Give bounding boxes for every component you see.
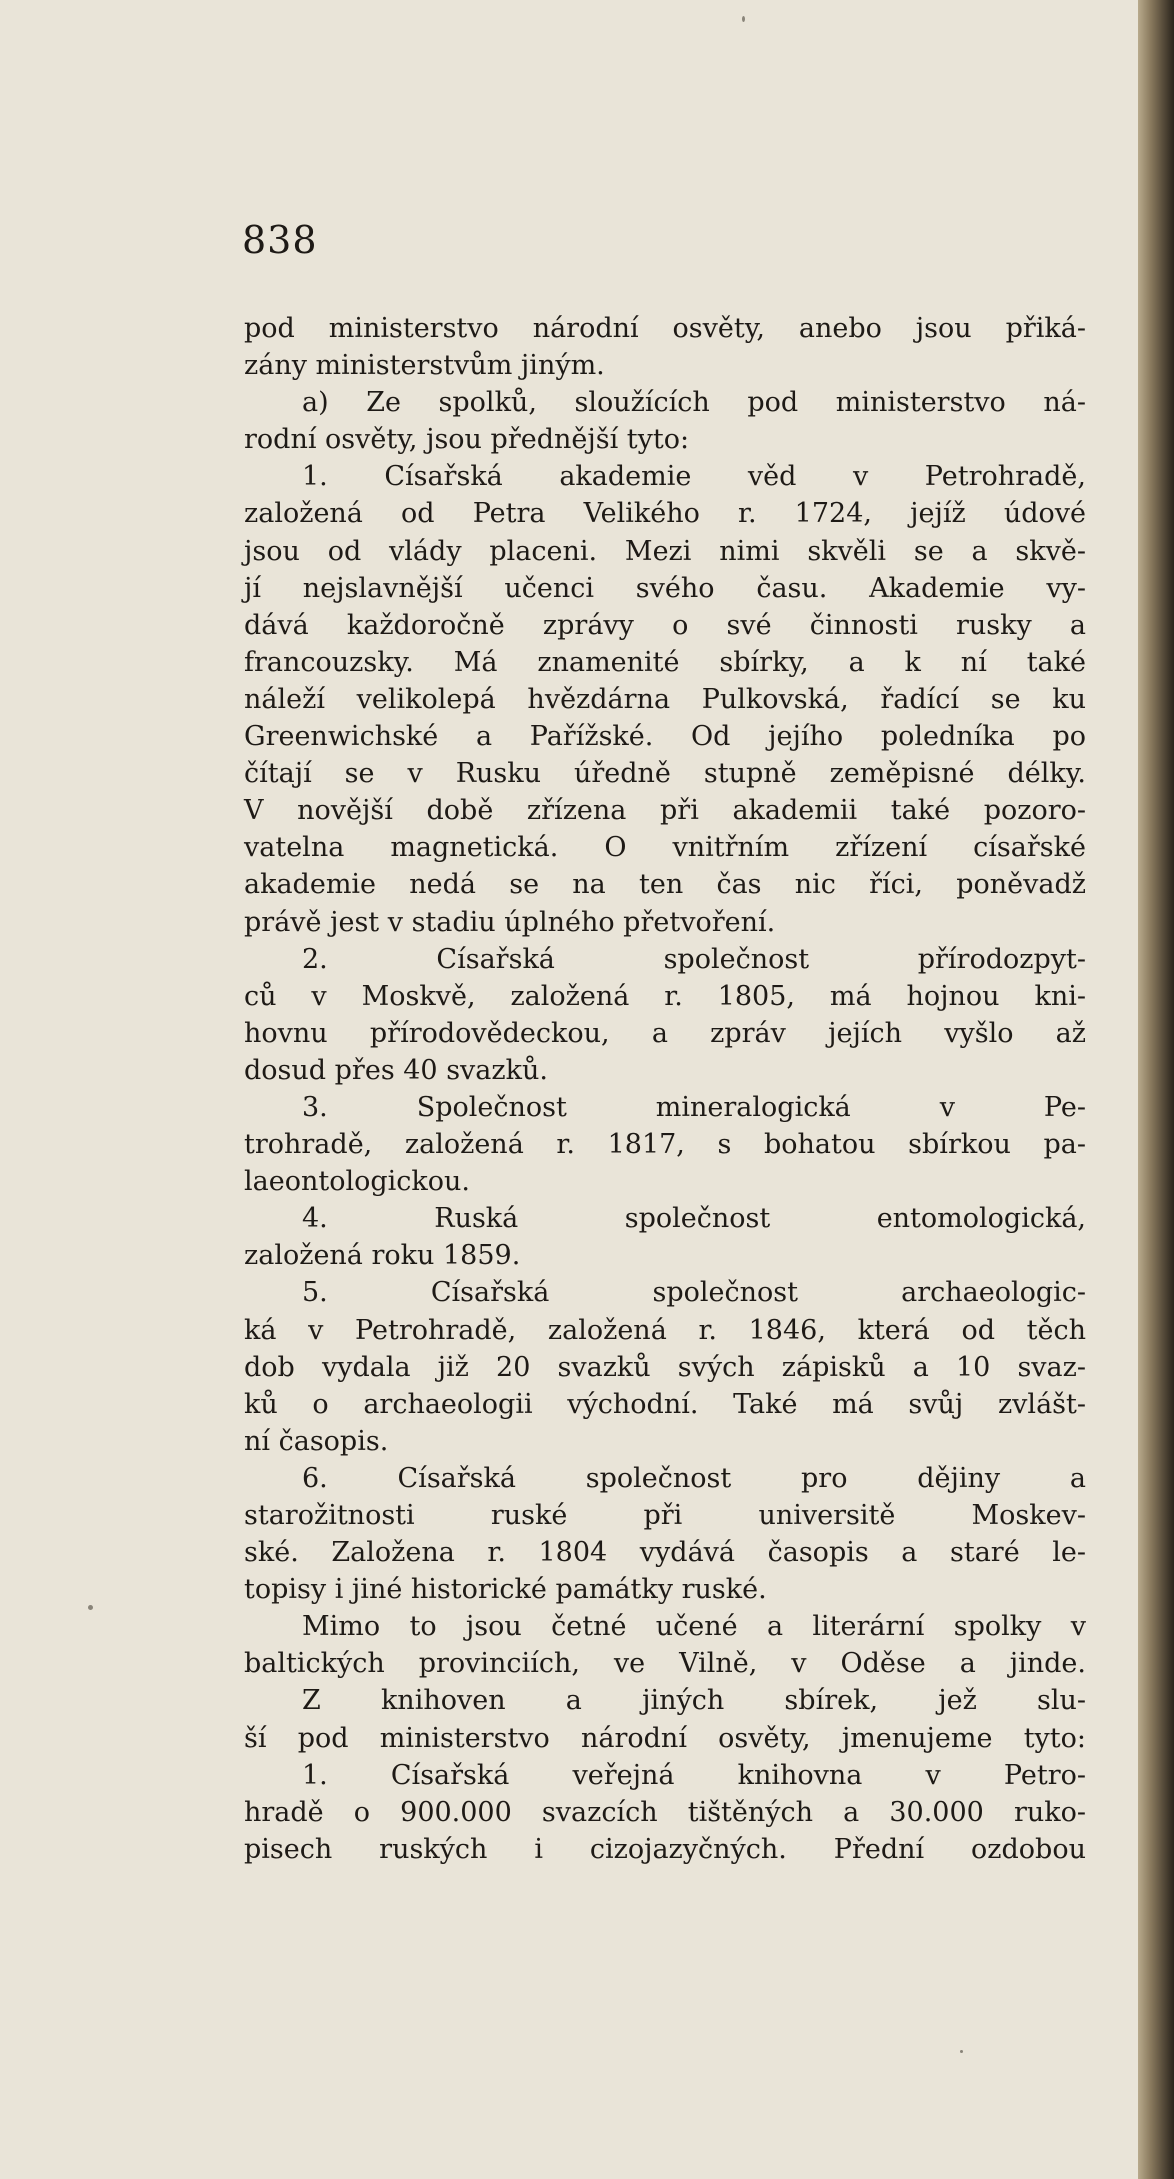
ink-speck	[742, 16, 745, 22]
text-line: založená roku 1859.	[244, 1240, 521, 1272]
text-line: francouzsky. Má znamenité sbírky, a k ní také	[244, 646, 1086, 678]
text-line: Z knihoven a jiných sbírek, jež slu-	[302, 1685, 1086, 1717]
text-line: Greenwichské a Pařížské. Od jejího poledníka po	[244, 721, 1086, 753]
page-number: 838	[242, 218, 318, 262]
text-line: 3. Společnost mineralogická v Pe-	[302, 1091, 1086, 1123]
text-line: ní časopis.	[244, 1425, 389, 1457]
text-line: vatelna magnetická. O vnitřním zřízení císařské	[244, 832, 1086, 864]
text-line: 6. Císařská společnost pro dějiny a	[302, 1462, 1086, 1494]
text-line: akademie nedá se na ten čas nic říci, poněvadž	[244, 869, 1086, 901]
text-line: starožitnosti ruské při universitě Moskev-	[244, 1500, 1086, 1531]
text-line: topisy i jiné historické památky ruské.	[244, 1574, 767, 1606]
text-line: laeontologickou.	[244, 1166, 470, 1198]
text-line: Mimo to jsou četné učené a literární spolky v	[302, 1611, 1086, 1643]
text-line: baltických provinciích, ve Vilně, v Oděse a jinde.	[244, 1648, 1086, 1680]
text-line: dosud přes 40 svazků.	[244, 1054, 548, 1086]
ink-speck	[88, 1605, 93, 1610]
text-line: V novější době zřízena při akademii také pozoro-	[244, 795, 1086, 827]
text-line: ků o archaeologii východní. Také má svůj zvlášt-	[244, 1388, 1086, 1420]
text-line: hradě o 900.000 svazcích tištěných a 30.000 ruko-	[244, 1796, 1086, 1828]
text-line: 4. Ruská společnost entomologická,	[302, 1203, 1086, 1235]
text-line: 5. Císařská společnost archaeologic-	[302, 1277, 1086, 1309]
text-line: rodní osvěty, jsou přednější tyto:	[244, 424, 690, 456]
text-line: 2. Císařská společnost přírodozpyt-	[302, 943, 1086, 975]
text-line: 1. Císařská veřejná knihovna v Petro-	[302, 1759, 1086, 1791]
body-text	[244, 310, 1086, 1868]
text-line: jsou od vlády placeni. Mezi nimi skvěli se a skvě-	[244, 535, 1086, 567]
text-line: a) Ze spolků, sloužících pod ministerstvo ná-	[302, 387, 1086, 419]
book-spine	[1138, 0, 1174, 2179]
text-line: dob vydala již 20 svazků svých zápisků a 10 svaz-	[244, 1351, 1086, 1383]
text-line: dává každoročně zprávy o své činnosti rusky a	[244, 609, 1086, 641]
ink-speck	[960, 2050, 963, 2053]
text-line: náleží velikolepá hvězdárna Pulkovská, řadící se ku	[244, 683, 1086, 715]
text-line: právě jest v stadiu úplného přetvoření.	[244, 906, 776, 938]
text-line: hovnu přírodovědeckou, a zpráv jejích vyšlo až	[244, 1017, 1086, 1049]
text-line: ské. Založena r. 1804 vydává časopis a staré le-	[244, 1537, 1086, 1569]
text-line: založená od Petra Velikého r. 1724, jejíž údové	[244, 498, 1086, 530]
text-line: 1. Císařská akademie věd v Petrohradě,	[302, 461, 1086, 493]
text-line: zány ministerstvům jiným.	[244, 350, 605, 382]
text-line: pisech ruských i cizojazyčných. Přední ozdobou	[244, 1833, 1086, 1865]
text-line: trohradě, založená r. 1817, s bohatou sbírkou pa-	[244, 1129, 1086, 1161]
text-line: ká v Petrohradě, založená r. 1846, která od těch	[244, 1314, 1086, 1346]
text-line: pod ministerstvo národní osvěty, anebo jsou přiká-	[244, 313, 1086, 344]
text-line: ců v Moskvě, založená r. 1805, má hojnou kni-	[244, 980, 1086, 1012]
text-line: jí nejslavnější učenci svého času. Akademie vy-	[244, 572, 1086, 604]
text-line: čítají se v Rusku úředně stupně zeměpisné délky.	[244, 758, 1086, 790]
text-line: ší pod ministerstvo národní osvěty, jmenujeme tyto:	[244, 1722, 1086, 1754]
